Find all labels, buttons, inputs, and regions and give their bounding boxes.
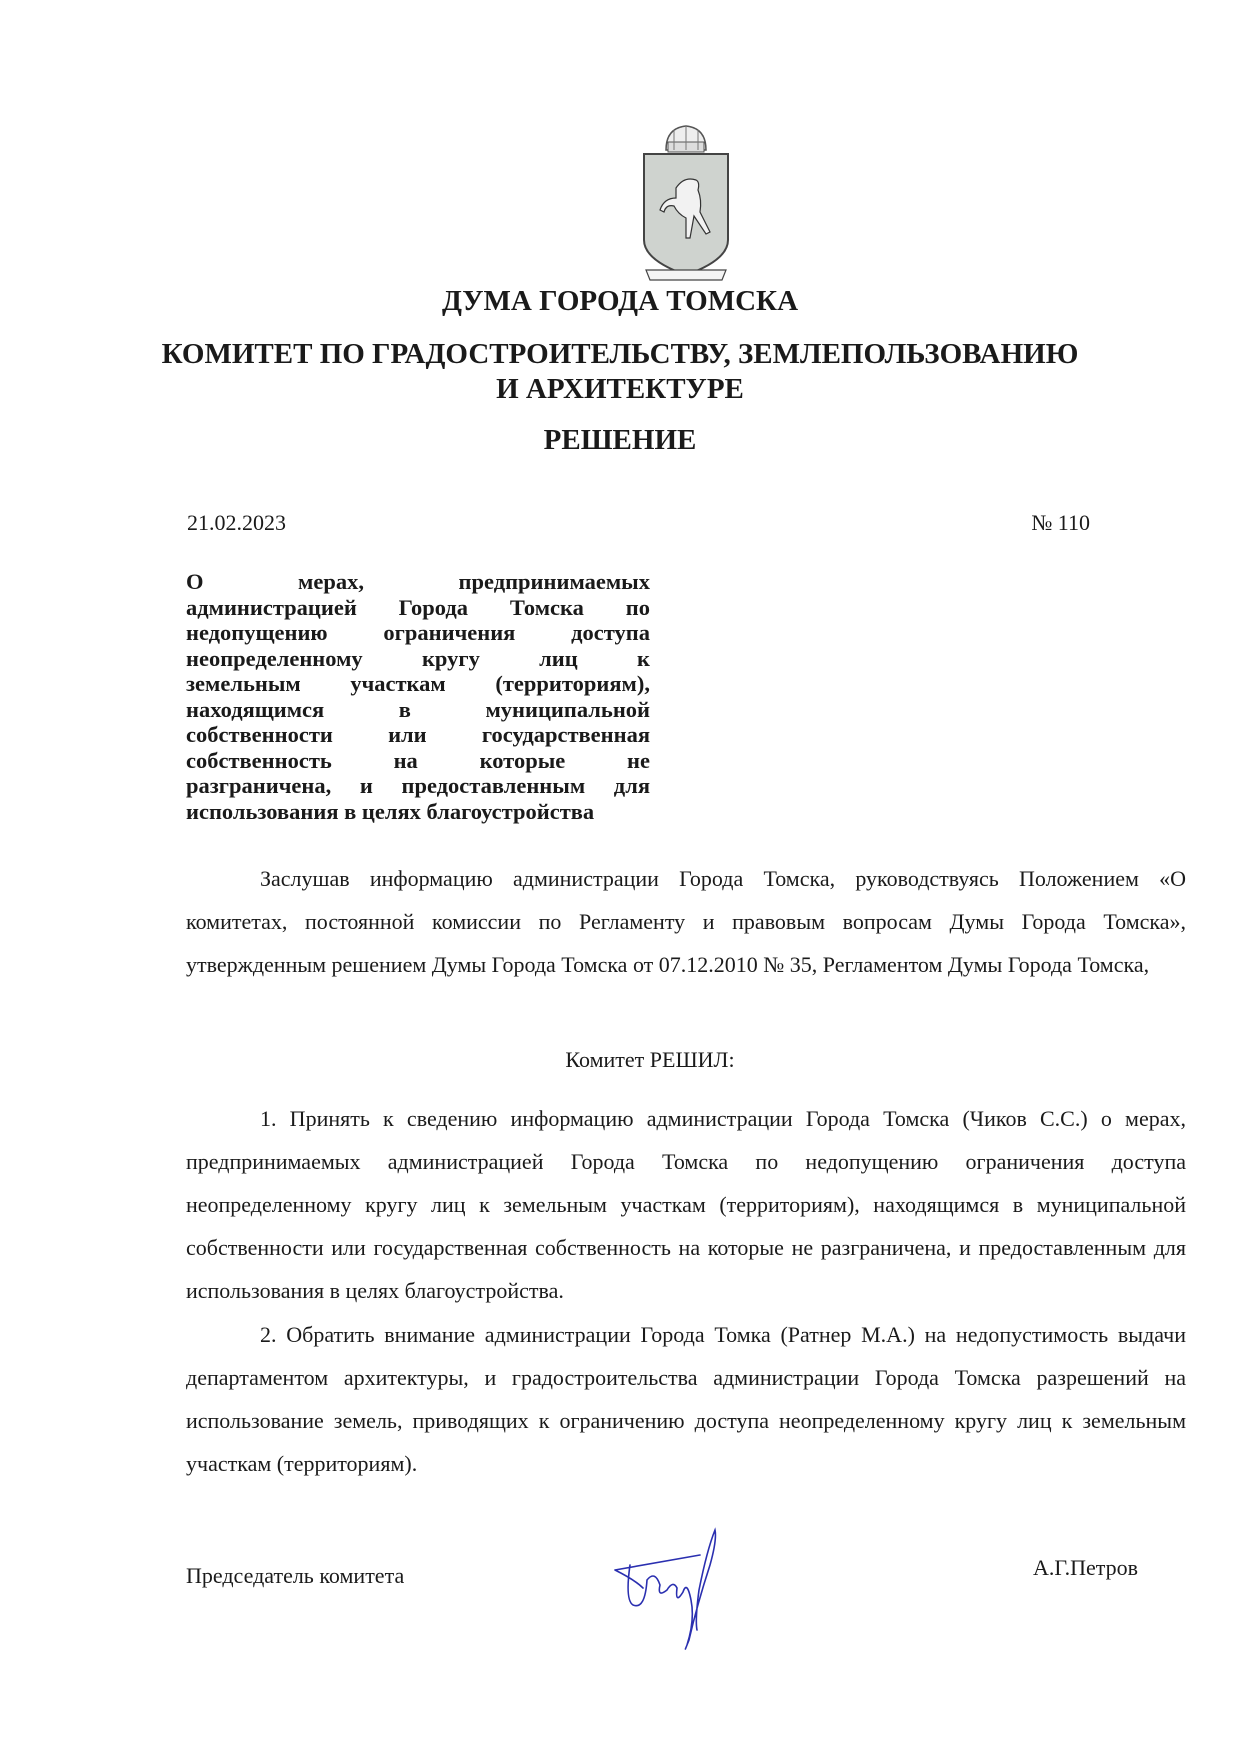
tomsk-coat-of-arms-icon [636, 120, 736, 290]
subject-line: недопущению ограничения доступа [186, 620, 650, 645]
document-type: РЕШЕНИЕ [543, 424, 697, 456]
subject-line: собственности или государственная [186, 722, 650, 747]
committee-title [0, 337, 1240, 407]
subject-line: находящимся в муниципальной [186, 696, 650, 722]
document-number: № 110 [1031, 510, 1090, 535]
handwritten-signature-icon [595, 1510, 815, 1660]
signatory-title: Председатель комитета [186, 1563, 405, 1588]
committee-title-line2: И АРХИТЕКТУРЕ [496, 373, 744, 405]
resolved-heading: Комитет РЕШИЛ: [565, 1047, 735, 1072]
preamble-paragraph: Заслушав информацию администрации Города Томска, руководствуясь Положением «О комитетах, постоянной комиссии по Регламенту и правовым вопросам Думы Города Томска», утвержденным решением Думы Города Томска от 07.12.2010 № 35, Регламентом Думы Города Томска, [186, 866, 1186, 977]
organization-title: ДУМА ГОРОДА ТОМСКА [441, 285, 799, 317]
document-subject [186, 569, 650, 824]
document-date: 21.02.2023 [187, 510, 286, 535]
subject-line: администрацией Города Томска по [186, 594, 650, 620]
subject-line: собственность на которые не [186, 747, 650, 773]
subject-line: разграничена, и предоставленным для [186, 773, 650, 798]
committee-title-line1: КОМИТЕТ ПО ГРАДОСТРОИТЕЛЬСТВУ, ЗЕМЛЕПОЛЬЗОВАНИЮ [161, 338, 1079, 370]
resolution-item-2: 2. Обратить внимание администрации Города Томка (Ратнер М.А.) на недопустимость выдачи департаментом архитектуры, и градостроительства администрации Города Томска разрешений на использование земель, приводящих к ограничению доступа неопределенному кругу лиц к земельным участкам (территориям). [186, 1322, 1186, 1476]
subject-line: использования в целях благоустройства [186, 798, 595, 824]
subject-line: неопределенному кругу лиц к [186, 645, 650, 671]
signatory-name: А.Г.Петров [1033, 1555, 1139, 1580]
resolution-item-1: 1. Принять к сведению информацию администрации Города Томска (Чиков С.С.) о мерах, предпринимаемых администрацией Города Томска по недопущению ограничения доступа неопределенному кругу лиц к земельным участкам (территориям), находящимся в муниципальной собственности или государственная собственность на которые не разграничена, и предоставленным для использования в целях благоустройства. [186, 1106, 1186, 1303]
subject-line: земельным участкам (территориям), [186, 671, 650, 696]
subject-line: О мерах, предпринимаемых [186, 569, 650, 594]
